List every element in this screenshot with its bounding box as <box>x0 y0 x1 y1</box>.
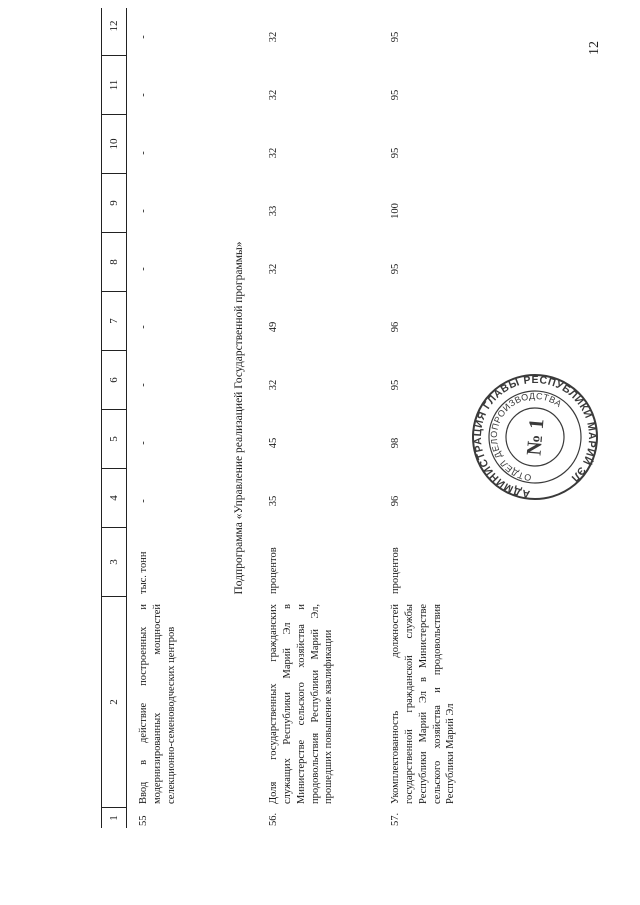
value-cell: 33 <box>268 205 279 217</box>
value-cell: - <box>138 93 149 97</box>
value-cell: 98 <box>390 437 401 449</box>
unit-cell: тыс. тонн <box>138 551 149 594</box>
header-cell: 8 <box>102 233 126 292</box>
indicator-name: Укомплектованность должностей государственной гражданской службы Республики Марий Эл в Министерстве сельского хозяйства и продовольствия Республики Марий Эл <box>390 604 457 804</box>
table-row <box>257 8 379 828</box>
indicator-name: Ввод в действие построенных и модернизированных мощностей селекционно-семеноводческих центров <box>138 604 177 804</box>
value-cell: 32 <box>268 89 279 101</box>
row-number: 56. <box>268 812 279 826</box>
header-cell: 9 <box>102 174 126 233</box>
value-cell: 100 <box>390 203 401 219</box>
value-cell: 95 <box>390 379 401 391</box>
value-cell: 32 <box>268 379 279 391</box>
header-cell: 12 <box>102 0 126 56</box>
value-cell: - <box>138 35 149 39</box>
header-cell: 6 <box>102 351 126 410</box>
row-number: 55 <box>138 815 149 826</box>
value-cell: 32 <box>268 147 279 159</box>
value-cell: 45 <box>268 437 279 449</box>
header-cell: 2 <box>102 597 126 808</box>
value-cell: - <box>138 499 149 503</box>
header-cell: 1 <box>107 815 120 821</box>
stamp-inner-text: ОТДЕЛ ДЕЛОПРОИЗВОДСТВА <box>488 390 564 483</box>
value-cell: 95 <box>390 89 401 101</box>
header-cell: 11 <box>102 56 126 115</box>
header-cell: 5 <box>102 410 126 469</box>
table-header <box>101 8 127 828</box>
value-cell: 32 <box>268 263 279 275</box>
header-cell: 3 <box>102 528 126 597</box>
indicator-name: Доля государственных гражданских служащих Республики Марий Эл в Министерстве сельского хозяйства и продовольствия Республики Марий Эл, прошедших повышение квалификации <box>268 604 335 804</box>
page-number: 12 <box>587 41 602 55</box>
value-cell: 95 <box>390 263 401 275</box>
value-cell: - <box>138 325 149 329</box>
header-cell: 4 <box>102 469 126 528</box>
table-row <box>127 8 223 828</box>
value-cell: 95 <box>390 31 401 43</box>
value-cell <box>389 0 403 8</box>
value-cell: - <box>138 209 149 213</box>
unit-cell: процентов <box>268 547 279 594</box>
value-cell: 32 <box>268 31 279 43</box>
value-cell: - <box>138 441 149 445</box>
stamp-outer-text: АДМИНИСТРАЦИЯ ГЛАВЫ РЕСПУБЛИКИ МАРИЙ ЭЛ <box>471 373 599 500</box>
value-cell: 96 <box>390 495 401 507</box>
row-number: 57. <box>390 812 401 826</box>
indicators-table <box>101 8 529 828</box>
value-cell: - <box>138 267 149 271</box>
value-cell: - <box>138 383 149 387</box>
stamp-number: № 1 <box>521 417 549 457</box>
header-cell: 7 <box>102 292 126 351</box>
value-cell: - <box>138 151 149 155</box>
value-cell <box>267 0 281 8</box>
value-cell: 49 <box>268 321 279 333</box>
value-cell: 96 <box>390 321 401 333</box>
unit-cell: процентов <box>390 547 401 594</box>
official-stamp <box>470 372 600 502</box>
subprogram-title: Подпрограмма «Управление реализацией Государственной программы» <box>233 241 246 595</box>
value-cell: 95 <box>390 147 401 159</box>
value-cell: 35 <box>268 495 279 507</box>
header-cell: 10 <box>102 115 126 174</box>
value-cell <box>137 0 151 8</box>
